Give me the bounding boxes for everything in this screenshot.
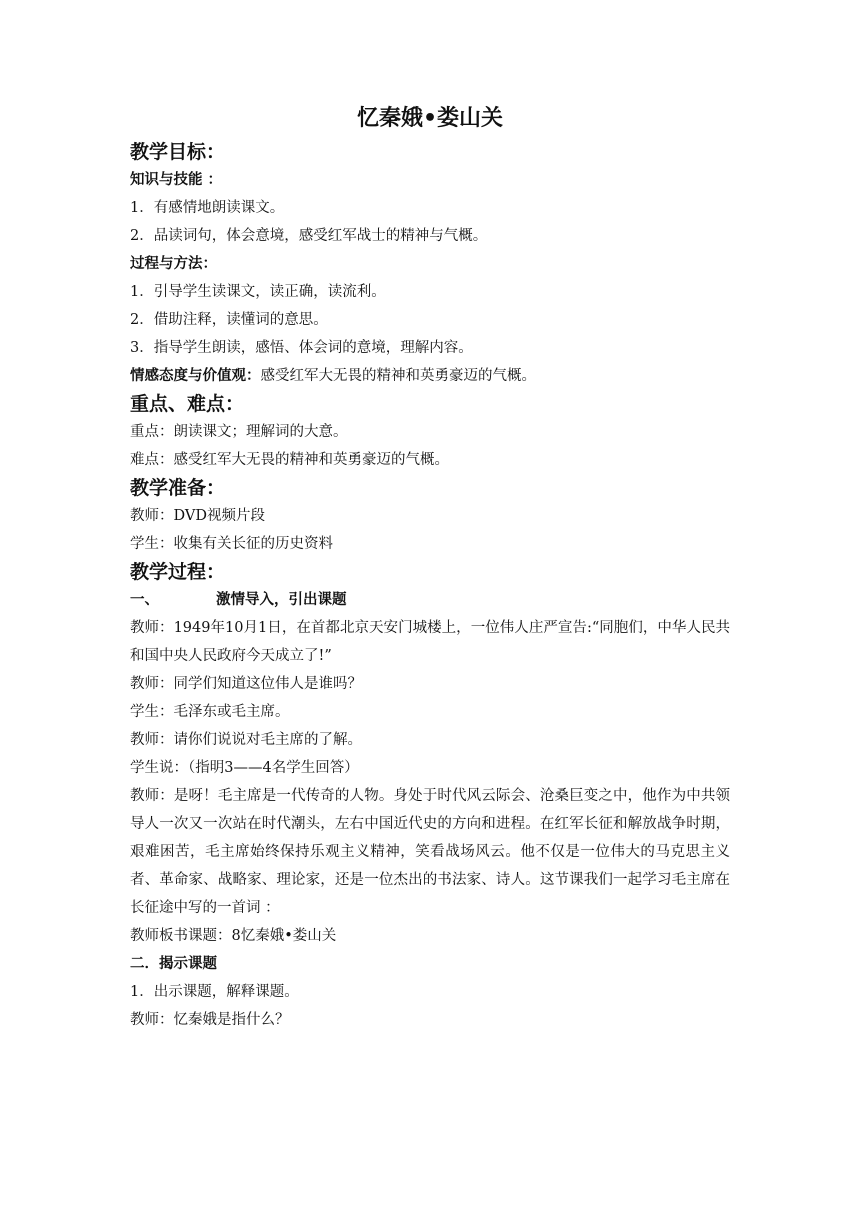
dialogue-line: 学生说：（指明3——4名学生回答） bbox=[130, 760, 359, 776]
dialogue-line: 教师：请你们说说对毛主席的了解。 bbox=[130, 732, 362, 748]
process-method-item: 3．指导学生朗读，感悟、体会词的意境，理解内容。 bbox=[130, 340, 473, 356]
section-two-line: 1．出示课题，解释课题。 bbox=[130, 984, 299, 1000]
dialogue-line: 学生：毛泽东或毛主席。 bbox=[130, 704, 290, 720]
process-method-item: 2．借助注释，读懂词的意思。 bbox=[130, 312, 328, 328]
document-title: 忆秦娥•娄山关 bbox=[356, 106, 504, 131]
emotion-objective bbox=[130, 362, 730, 390]
objectives-heading: 教学目标： bbox=[130, 141, 226, 163]
preparation-item: 学生：收集有关长征的历史资料 bbox=[130, 536, 333, 552]
intro-paragraph: 教师：1949年10月1日，在首都北京天安门城楼上，一位伟人庄严宣告:“同胞们，中华人民共和国中央人民政府今天成立了!” bbox=[130, 620, 730, 664]
teaching-process-heading: 教学过程： bbox=[130, 561, 226, 583]
section-one-title bbox=[130, 586, 730, 614]
preparation-heading: 教学准备： bbox=[130, 477, 226, 499]
section-two-title: 二．揭示课题 bbox=[130, 956, 217, 972]
teacher-paragraph: 教师：是呀！毛主席是一代传奇的人物。身处于时代风云际会、沧桑巨变之中，他作为中共领导人一次又一次站在时代潮头，左右中国近代史的方向和进程。在红军长征和解放战争时期，艰难困苦，毛主席始终保持乐观主义精神，笑看战场风云。他不仅是一位伟大的马克思主义者、革命家、战略家、理论家，还是一位杰出的书法家、诗人。这节课我们一起学习毛主席在长征途中写的一首词 ： bbox=[130, 788, 730, 916]
key-points-heading: 重点、难点： bbox=[130, 393, 245, 415]
process-method-heading: 过程与方法： bbox=[130, 256, 217, 272]
emotion-text: 感受红军大无畏的精神和英勇豪迈的气概。 bbox=[260, 368, 536, 384]
dialogue-line: 教师：同学们知道这位伟人是谁吗？ bbox=[130, 676, 362, 692]
document-body bbox=[130, 138, 730, 1034]
knowledge-heading: 知识与技能 ： bbox=[130, 172, 223, 188]
knowledge-item: 1．有感情地朗读课文。 bbox=[130, 200, 285, 216]
section-one-number: 一、 bbox=[130, 592, 159, 608]
knowledge-item: 2．品读词句，体会意境，感受红军战士的精神与气概。 bbox=[130, 228, 488, 244]
board-title-line: 教师板书课题：8忆秦娥•娄山关 bbox=[130, 928, 337, 944]
difficult-point-item: 难点：感受红军大无畏的精神和英勇豪迈的气概。 bbox=[130, 452, 449, 468]
key-point-item: 重点：朗读课文；理解词的大意。 bbox=[130, 424, 348, 440]
emotion-label: 情感态度与价值观： bbox=[130, 368, 261, 384]
preparation-item: 教师：DVD视频片段 bbox=[130, 508, 265, 524]
section-one-label: 激情导入，引出课题 bbox=[216, 592, 347, 608]
process-method-item: 1．引导学生读课文，读正确，读流利。 bbox=[130, 284, 386, 300]
section-two-line: 教师：忆秦娥是指什么？ bbox=[130, 1012, 290, 1028]
